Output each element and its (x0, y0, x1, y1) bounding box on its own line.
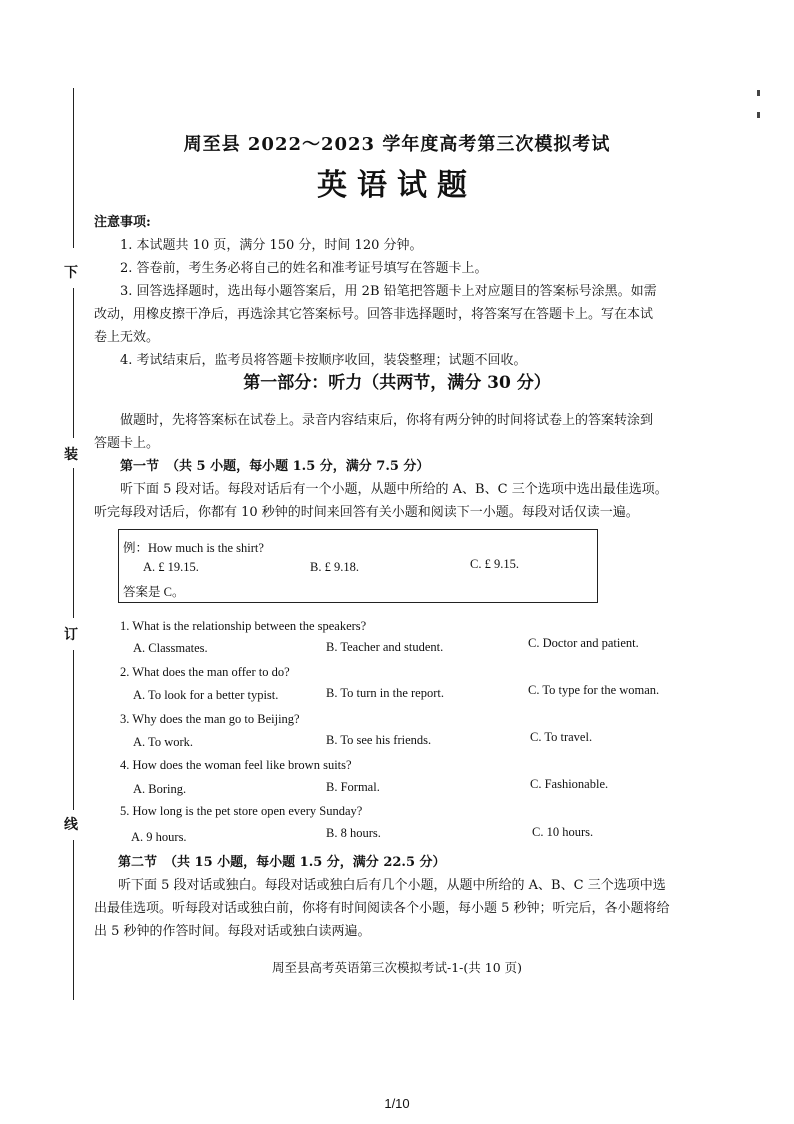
option-1b: B. Teacher and student. (326, 640, 444, 654)
part1-heading: 第一部分：听力（共两节，满分 30 分） (243, 373, 551, 393)
question-2: 2. What does the man offer to do? (120, 665, 290, 679)
page-indicator: 1/10 (384, 1096, 410, 1111)
option-3c: C. To travel. (530, 730, 593, 744)
option-5a: A. 9 hours. (131, 830, 187, 844)
example-answer: 答案是 C。 (123, 585, 185, 599)
question-3: 3. Why does the man go to Beijing? (120, 712, 300, 726)
option-5c: C. 10 hours. (532, 825, 594, 839)
page-footer: 周至县高考英语第三次模拟考试-1-(共 10 页) (271, 960, 522, 975)
section2-instruction: 听下面 5 段对话或独白。每段对话或独白后有几个小题，从题中所给的 A、B、C 三个选项中选 (118, 878, 666, 893)
example-option-a: A. £ 19.15. (143, 560, 199, 574)
option-2a: A. To look for a better typist. (133, 688, 279, 702)
question-1: 1. What is the relationship between the speakers? (120, 619, 367, 633)
section1-instruction: 听完每段对话后，你都有 10 秒钟的时间来回答有关小题和阅读下一小题。每段对话仅读一遍。 (94, 505, 639, 520)
section2-instruction: 出 5 秒钟的作答时间。每段对话或独白读两遍。 (94, 924, 371, 939)
option-4c: C. Fashionable. (530, 777, 609, 791)
scan-mark (757, 112, 760, 118)
binding-char-ding: 订 (64, 627, 78, 643)
option-3a: A. To work. (133, 735, 194, 749)
note-line: 2. 答卷前，考生务必将自己的姓名和准考证号填写在答题卡上。 (120, 261, 488, 276)
question-5: 5. How long is the pet store open every Sunday? (120, 804, 363, 818)
question-4: 4. How does the woman feel like brown suits? (120, 758, 352, 772)
binding-char-zhuang: 装 (64, 447, 78, 463)
binding-line-3 (73, 468, 74, 618)
binding-char-xian: 线 (64, 817, 78, 833)
binding-line-bottom (73, 840, 74, 1000)
note-line: 改动，用橡皮擦干净后，再选涂其它答案标号。回答非选择题时，将答案写在答题卡上。写在本试 (94, 307, 654, 322)
binding-line-2 (73, 288, 74, 438)
option-2b: B. To turn in the report. (326, 686, 444, 700)
option-4b: B. Formal. (326, 780, 380, 794)
binding-char-xia: 下 (64, 265, 78, 281)
option-2c: C. To type for the woman. (528, 683, 660, 697)
part1-intro-line: 做题时，先将答案标在试卷上。录音内容结束后，你将有两分钟的时间将试卷上的答案转涂到 (120, 413, 654, 428)
section1-heading: 第一节 (120, 459, 160, 474)
example-question: 例：How much is the shirt? (123, 541, 264, 555)
example-option-c: C. £ 9.15. (470, 557, 519, 571)
note-line: 3. 回答选择题时，选出每小题答案后，用 2B 铅笔把答题卡上对应题目的答案标号涂黑。如需 (120, 284, 657, 299)
section2-heading-note: （共 15 小题，每小题 1.5 分，满分 22.5 分） (164, 855, 446, 870)
option-5b: B. 8 hours. (326, 826, 381, 840)
option-4a: A. Boring. (133, 782, 187, 796)
scan-mark (757, 90, 760, 96)
note-line: 4. 考试结束后，监考员将答题卡按顺序收回，装袋整理；试题不回收。 (120, 353, 527, 368)
example-option-b: B. £ 9.18. (310, 560, 359, 574)
subject-title: 英语试题 (317, 168, 477, 203)
note-line: 卷上无效。 (94, 330, 160, 345)
section2-heading: 第二节 (118, 855, 158, 870)
binding-line-4 (73, 650, 74, 810)
section1-instruction: 听下面 5 段对话。每段对话后有一个小题，从题中所给的 A、B、C 三个选项中选出最佳选项。 (120, 482, 668, 497)
section1-heading-note: （共 5 小题，每小题 1.5 分，满分 7.5 分） (166, 459, 430, 474)
part1-intro-line: 答题卡上。 (94, 436, 160, 451)
notes-heading: 注意事项: (94, 215, 151, 230)
exam-title: 周至县 2022～2023 学年度高考第三次模拟考试 (183, 134, 611, 155)
option-3b: B. To see his friends. (326, 733, 432, 747)
option-1c: C. Doctor and patient. (528, 636, 639, 650)
note-line: 1. 本试题共 10 页，满分 150 分，时间 120 分钟。 (120, 238, 423, 253)
section2-instruction: 出最佳选项。听每段对话或独白前，你将有时间阅读各个小题，每小题 5 秒钟；听完后，各小题将给 (94, 901, 670, 916)
option-1a: A. Classmates. (133, 641, 208, 655)
